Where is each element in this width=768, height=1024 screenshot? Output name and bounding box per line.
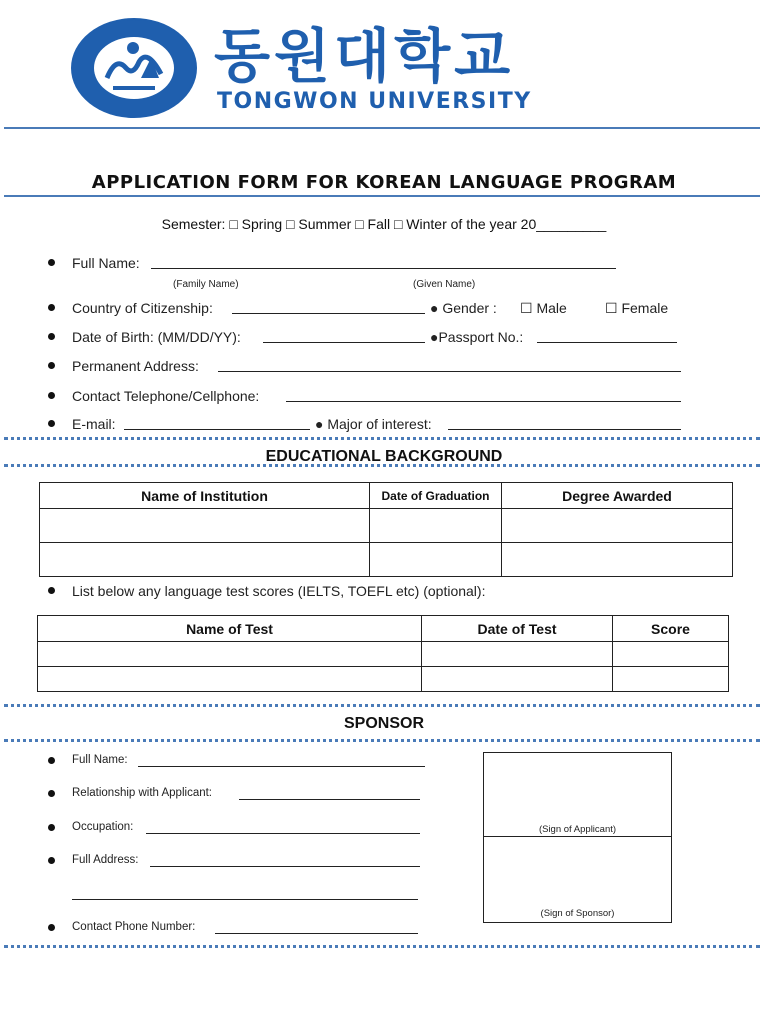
col-test-name: Name of Test [38,616,422,642]
bullet-icon [48,757,55,764]
bullet-icon [48,824,55,831]
phone-field[interactable] [286,401,681,402]
male-checkbox[interactable]: ☐ Male [520,300,567,316]
major-label: ● Major of interest: [315,416,432,432]
gender-label: ● Gender : [430,300,497,316]
section-divider [4,739,760,742]
table-cell[interactable] [38,667,422,692]
signature-box[interactable] [483,752,672,923]
semester-line[interactable]: Semester: □ Spring □ Summer □ Fall □ Winter of the year 20_________ [161,216,607,232]
table-row[interactable] [38,642,729,667]
english-university-name: TONGWON UNIVERSITY [217,89,532,114]
address-label: Permanent Address: [72,358,199,374]
sign-applicant-label: (Sign of Applicant) [538,824,617,835]
section-divider [4,464,760,467]
email-label: E-mail: [72,416,116,432]
section-divider [4,704,760,707]
bullet-icon [48,392,55,399]
bullet-icon [48,333,55,340]
bullet-icon [48,790,55,797]
bullet-icon [48,304,55,311]
education-table [39,482,733,577]
section-divider [4,437,760,440]
sign-sponsor-label: (Sign of Sponsor) [540,908,615,919]
sponsor-address-label: Full Address: [72,854,139,866]
table-cell[interactable] [502,543,733,577]
table-row[interactable] [40,543,733,577]
bullet-icon [48,924,55,931]
education-heading: EDUCATIONAL BACKGROUND [265,448,503,465]
occupation-field[interactable] [146,833,420,834]
table-cell[interactable] [40,543,370,577]
sponsor-address-field-2[interactable] [72,899,418,900]
citizenship-label: Country of Citizenship: [72,300,213,316]
university-logo [71,18,197,118]
sponsor-phone-label: Contact Phone Number: [72,921,196,933]
bullet-icon [48,857,55,864]
table-cell[interactable] [502,509,733,543]
table-cell[interactable] [370,543,502,577]
table-header-row [40,483,733,509]
given-name-hint: (Given Name) [413,279,476,290]
table-cell[interactable] [613,642,729,667]
bullet-icon [48,259,55,266]
form-title: APPLICATION FORM FOR KOREAN LANGUAGE PROGRAM [91,172,677,193]
dob-field[interactable] [263,342,425,343]
occupation-label: Occupation: [72,821,134,833]
signature-divider [483,836,672,837]
passport-label: ●Passport No.: [430,329,524,345]
address-field[interactable] [218,371,681,372]
sponsor-name-field[interactable] [138,766,425,767]
sponsor-name-label: Full Name: [72,754,128,766]
family-name-hint: (Family Name) [173,279,239,290]
logo-emblem-icon [71,18,197,118]
full-name-label: Full Name: [72,255,140,271]
bullet-icon [48,420,55,427]
table-cell[interactable] [38,642,422,667]
title-divider [4,195,760,197]
sponsor-heading: SPONSOR [343,715,424,732]
bullet-icon [48,587,55,594]
citizenship-field[interactable] [232,313,425,314]
col-score: Score [613,616,729,642]
major-field[interactable] [448,429,681,430]
email-field[interactable] [124,429,310,430]
col-graduation-date: Date of Graduation [370,483,502,509]
test-note: List below any language test scores (IELTS, TOEFL etc) (optional): [72,583,486,599]
table-row[interactable] [38,667,729,692]
relationship-field[interactable] [239,799,420,800]
dob-label: Date of Birth: (MM/DD/YY): [72,329,241,345]
phone-label: Contact Telephone/Cellphone: [72,388,260,404]
table-cell[interactable] [40,509,370,543]
sponsor-address-field[interactable] [150,866,420,867]
table-cell[interactable] [422,667,613,692]
col-institution: Name of Institution [40,483,370,509]
full-name-field[interactable] [151,268,616,269]
col-test-date: Date of Test [422,616,613,642]
table-row[interactable] [40,509,733,543]
bullet-icon [48,362,55,369]
test-table [37,615,729,692]
header-divider [4,127,760,129]
table-cell[interactable] [613,667,729,692]
korean-university-name: 동원대학교 [214,22,515,90]
relationship-label: Relationship with Applicant: [72,787,212,799]
table-cell[interactable] [422,642,613,667]
table-cell[interactable] [370,509,502,543]
sponsor-phone-field[interactable] [215,933,418,934]
table-header-row [38,616,729,642]
female-checkbox[interactable]: ☐ Female [605,300,669,316]
col-degree: Degree Awarded [502,483,733,509]
section-divider [4,945,760,948]
passport-field[interactable] [537,342,677,343]
